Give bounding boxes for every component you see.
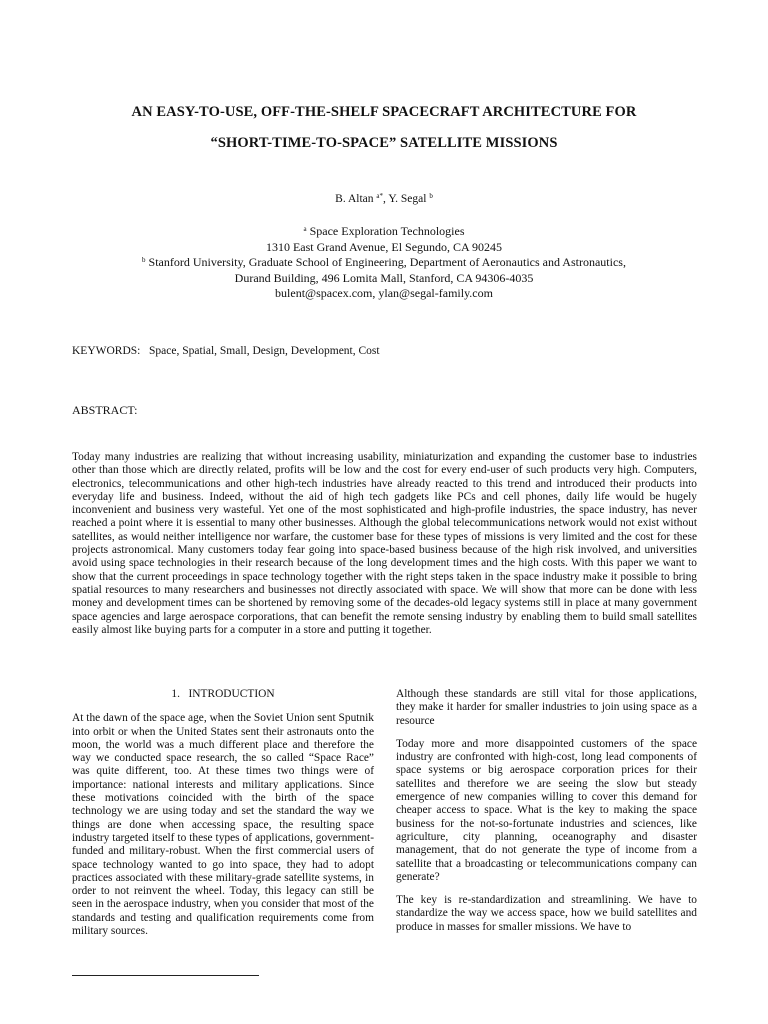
intro-paragraph-3: Today more and more disappointed customers of the space industry are confronted with high-cost, long lead components of space systems or big aerospace corporation prices for their satellites and therefore we are seeing the slow but steady emergence of new companies willing to cover this demand for cheaper access to space. What is the key to making the space business for the not-so-fortunate industries and sciences, like agriculture, city planning, oceanography and disaster management, that do not generate the type of income from a satellite that a broadcasting or telecommunications company can generate? xyxy=(396,737,697,883)
affiliation-block xyxy=(0,224,768,302)
author-separator: , xyxy=(383,193,389,205)
author-emails: bulent@spacex.com, ylan@segal-family.com xyxy=(275,286,493,300)
affiliation-a-mark: a xyxy=(303,225,307,233)
affiliation-b-mark: b xyxy=(142,256,146,264)
footnote-rule xyxy=(72,975,259,976)
affiliation-b-address: Durand Building, 496 Lomita Mall, Stanford, CA 94306-4035 xyxy=(234,270,534,285)
affiliation-b xyxy=(0,255,768,271)
author-2-name: Y. Segal xyxy=(388,193,427,205)
abstract-heading: ABSTRACT: xyxy=(72,403,138,417)
author-line xyxy=(0,193,768,205)
author-2-affiliation-mark: b xyxy=(429,192,433,200)
author-1-name: B. Altan xyxy=(335,193,374,205)
paper-title-line-2: “SHORT-TIME-TO-SPACE” SATELLITE MISSIONS xyxy=(210,135,558,151)
abstract-body: Today many industries are realizing that without increasing usability, miniaturization and expanding the customer base to industries other than those which are directly related, profits will be low and the cost for every end-user of such products very high. Computers, electronics, telecommunications and other high-tech industries have already reacted to this trend and introduced their products into everyday life and business. Indeed, without the aid of high tech gadgets like PCs and cell phones, daily life would be hugely inconvenient and business very wasteful. Yet one of the most sophisticated and high-profile industries, the space industry, has never reached a point where it is essential to many other businesses. Although the global telecommunications network would not exist without satellites, as would neither intelligence nor warfare, the customer base for these types of missions is very limited and the cost for these projects astronomical. Many customers today fear going into space-based business because of the high risk involved, and universities avoid using space technologies in their research because of the long development times and the high costs. With this paper we want to show that the current proceedings in space technology together with the right steps taken in the space industry make it possible to bring spatial resources to many researchers and businesses not directly associated with space. We will show that more can be done with less money and development times can be shortened by removing some of the decades-old legacy systems still in place at many government space agencies and large aerospace corporations, that can benefit the remote sensing industry by enabling them to build small satellites easily almost like buying parts for a computer in a store and putting it together. xyxy=(72,451,697,636)
affiliation-a-address: 1310 East Grand Avenue, El Segundo, CA 90245 xyxy=(265,239,503,254)
affiliation-b-name: Stanford University, Graduate School of Engineering, Department of Aeronautics and Astronautics, xyxy=(148,255,626,269)
keywords-line: KEYWORDS: Space, Spatial, Small, Design, Development, Cost xyxy=(72,345,380,357)
affiliation-a-name: Space Exploration Technologies xyxy=(309,224,465,238)
paper-title-line-1: AN EASY-TO-USE, OFF-THE-SHELF SPACECRAFT ARCHITECTURE FOR xyxy=(131,104,637,120)
right-column xyxy=(396,688,697,944)
author-1-affiliation-mark: a* xyxy=(376,192,383,200)
intro-paragraph-1: At the dawn of the space age, when the Soviet Union sent Sputnik into orbit or when the United States sent their astronauts onto the moon, the world was a much different place and therefore the way we conducted space research, the so called “Space Race” was quite different, too. At these times two things were of importance: national interests and military applications. Since these motivations coincided with the birth of the space technology we are using today and set the standard the way we things are done when accessing space, the resulting space industry targeted itself to these types of applications, government-funded and military-robust. When the first commercial users of space technology wanted to go into space, they had to adopt practices associated with these military-grade satellite systems, in order to not reinvent the wheel. Today, this legacy can still be seen in the aerospace industry, when you consider that most of the standards and testing and qualification requirements come from military sources. xyxy=(72,712,374,938)
section-heading-introduction: 1. INTRODUCTION xyxy=(171,688,275,700)
left-column xyxy=(72,688,374,948)
intro-paragraph-2: Although these standards are still vital for those applications, they make it harder for smaller industries to join using space as a resource xyxy=(396,688,697,727)
affiliation-a xyxy=(0,224,768,240)
intro-paragraph-4: The key is re-standardization and streamlining. We have to standardize the way we access space, how we build satellites and produce in masses for smaller missions. We have to xyxy=(396,894,697,933)
